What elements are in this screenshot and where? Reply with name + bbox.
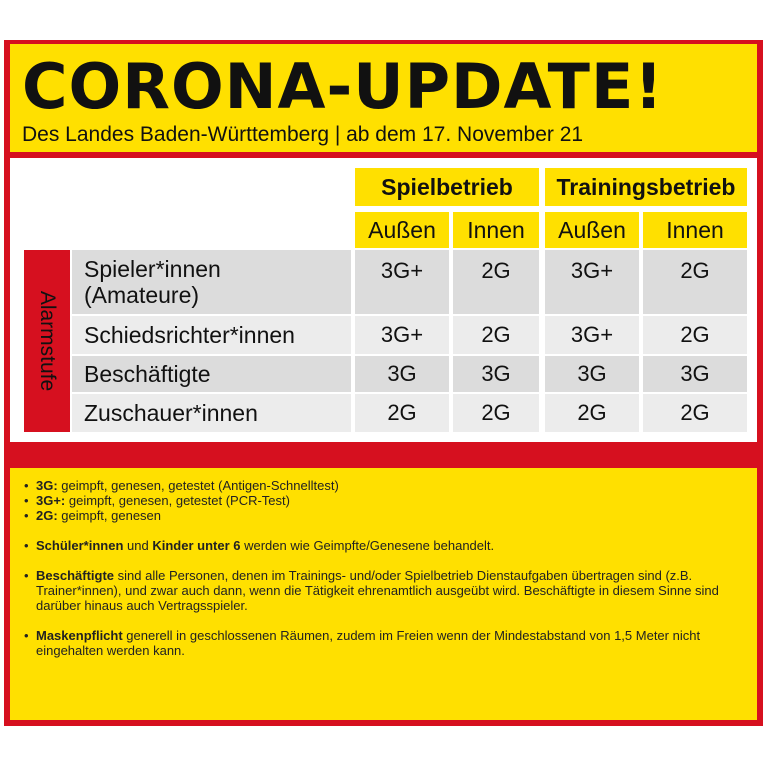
row-label-beschaeftigte: Beschäftigte: [72, 356, 351, 392]
bullet: •: [24, 478, 29, 493]
alarmstufe-box: [24, 250, 70, 432]
group-header-spielbetrieb: Spielbetrieb: [355, 168, 539, 206]
note-term: Maskenpflicht: [36, 628, 123, 643]
note-term: Beschäftigte: [36, 568, 115, 583]
note-text: generell in geschlossenen Räumen, zudem im Freien wenn der Mindestabstand von 1,5 Meter nicht eingehalten werden kann.: [36, 628, 701, 658]
note-3g-plus: [24, 493, 747, 508]
alarmstufe-label: Alarmstufe: [36, 290, 59, 392]
note-term: Schüler*innen: [36, 538, 124, 553]
row-label-schiedsrichter: Schiedsrichter*innen: [72, 316, 351, 354]
table-cell: 2G: [453, 316, 539, 354]
row-label-spieler: Spieler*innen (Amateure): [72, 250, 351, 314]
bullet: •: [24, 568, 29, 583]
table-cell: 2G: [453, 394, 539, 432]
note-text: sind alle Personen, denen im Trainings- und/oder Spielbetrieb Dienstaufgaben übertragen sind (z.B. Trainer*innen), und zwar auch dann, wenn die Tätigkeit ehrenamtlich ausgeübt wird. Beschäftigte in diesem Sinne sind darüber hinaus auch Vertragsspieler.: [36, 568, 719, 613]
table-cell: 3G: [545, 356, 639, 392]
note-3g: [24, 478, 747, 493]
note-term: Kinder unter 6: [152, 538, 241, 553]
table-cell: 2G: [643, 316, 747, 354]
note-text: geimpft, genesen, getestet (PCR-Test): [65, 493, 290, 508]
note-beschaeftigte: [24, 568, 747, 613]
rules-table: [10, 158, 757, 442]
poster-frame: [4, 40, 763, 726]
note-maskenpflicht: [24, 628, 747, 658]
note-term: 3G+:: [36, 493, 66, 508]
subheader-spiel-innen: Innen: [453, 212, 539, 248]
header-banner: [10, 44, 757, 152]
table-cell: 3G+: [545, 250, 639, 314]
table-cell: 2G: [453, 250, 539, 314]
headline: CORONA-UPDATE!: [22, 50, 664, 123]
bullet: •: [24, 493, 29, 508]
table-cell: 3G+: [545, 316, 639, 354]
note-text: geimpft, genesen, getestet (Antigen-Schnelltest): [57, 478, 339, 493]
table-cell: 2G: [643, 394, 747, 432]
table-cell: 2G: [545, 394, 639, 432]
group-header-trainingsbetrieb: Trainingsbetrieb: [545, 168, 747, 206]
notes-panel: [10, 468, 757, 720]
note-2g: [24, 508, 747, 523]
note-term: 2G:: [36, 508, 58, 523]
note-term: 3G:: [36, 478, 58, 493]
table-cell: 3G: [355, 356, 449, 392]
row-label-zuschauer: Zuschauer*innen: [72, 394, 351, 432]
bullet: •: [24, 538, 29, 553]
table-cell: 2G: [643, 250, 747, 314]
note-text: werden wie Geimpfte/Genesene behandelt.: [240, 538, 495, 553]
bullet: •: [24, 508, 29, 523]
subheader-training-innen: Innen: [643, 212, 747, 248]
table-cell: 3G+: [355, 250, 449, 314]
subheader-training-aussen: Außen: [545, 212, 639, 248]
table-cell: 3G: [643, 356, 747, 392]
subheader-spiel-aussen: Außen: [355, 212, 449, 248]
subline: Des Landes Baden-Württemberg | ab dem 17. November 21: [22, 123, 584, 146]
table-cell: 2G: [355, 394, 449, 432]
note-text: geimpft, genesen: [57, 508, 162, 523]
table-cell: 3G+: [355, 316, 449, 354]
table-cell: 3G: [453, 356, 539, 392]
bullet: •: [24, 628, 29, 643]
note-schueler: • Schüler*innen und Kinder unter 6 werden wie Geimpfte/Genesene behandelt.: [24, 538, 495, 553]
